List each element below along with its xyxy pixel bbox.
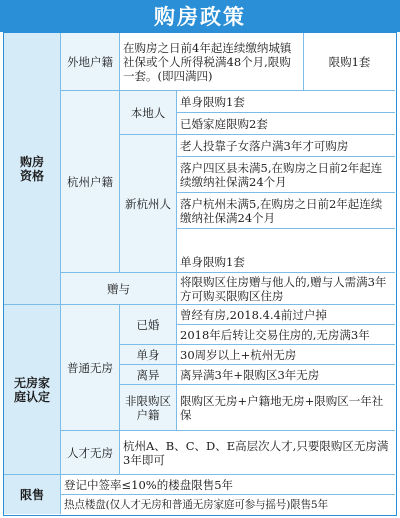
talent-no-house-text: 杭州A、B、C、D、E高层次人才,只要限购区无房满3年即可	[120, 431, 395, 475]
section-sales-limit: 限售	[4, 475, 61, 514]
single-text: 30周岁以上+杭州无房	[177, 345, 395, 365]
local-label: 本地人	[120, 91, 177, 135]
section-no-house: 无房家 庭认定	[4, 305, 61, 475]
hangzhou-label: 杭州户籍	[61, 91, 120, 273]
local-item: 已婚家庭限购2套	[177, 113, 395, 135]
married-item: 2018年后转让交易住房的,无房满3年	[177, 325, 395, 345]
nonlocal-limit: 限购1套	[304, 33, 395, 91]
sales-limit-item: 热点楼盘(仅人才无房和普通无房家庭可参与摇号)限售5年	[64, 498, 328, 511]
policy-table	[3, 32, 397, 516]
non-limited-area-label: 非限购区户籍	[120, 385, 177, 431]
married-item: 曾经有房,2018.4.4前过户掉	[177, 305, 395, 325]
talent-no-house-label: 人才无房	[61, 431, 120, 475]
gift-text: 将限购区住房赠与他人的,赠与人需满3年方可购买限购区住房	[177, 273, 395, 305]
ordinary-no-house-label: 普通无房	[61, 305, 120, 431]
new-hangzhou-item: 落户四区县未满5,在购房之日前2年起连续缴纳社保满24个月	[177, 157, 395, 193]
single-label: 单身	[120, 345, 177, 365]
nonlocal-label: 外地户籍	[61, 33, 120, 91]
new-hangzhou-label: 新杭州人	[120, 135, 177, 273]
new-hangzhou-item: 落户杭州未满5,在购房之日前2年起连续缴纳社保满24个月	[177, 193, 395, 229]
section-qualification: 购房 资格	[4, 33, 61, 305]
local-item: 单身限购1套	[177, 91, 395, 113]
married-label: 已婚	[120, 305, 177, 345]
divorced-label: 离异	[120, 365, 177, 385]
sales-limit-item: 登记中签率≤10%的楼盘限售5年	[61, 475, 395, 495]
divorced-text: 离异满3年+限购区3年无房	[177, 365, 395, 385]
new-hangzhou-item: 单身限购1套	[177, 229, 395, 273]
non-limited-area-text: 限购区无房+户籍地无房+限购区一年社保	[177, 385, 395, 431]
gift-label: 赠与	[61, 273, 177, 305]
nonlocal-condition: 在购房之日前4年起连续缴纳城镇社保或个人所得税满48个月,限购一套。(即四满四)	[120, 33, 304, 91]
page-title: 购房政策	[0, 0, 400, 32]
new-hangzhou-item: 老人投靠子女落户满3年才可购房	[177, 135, 395, 157]
